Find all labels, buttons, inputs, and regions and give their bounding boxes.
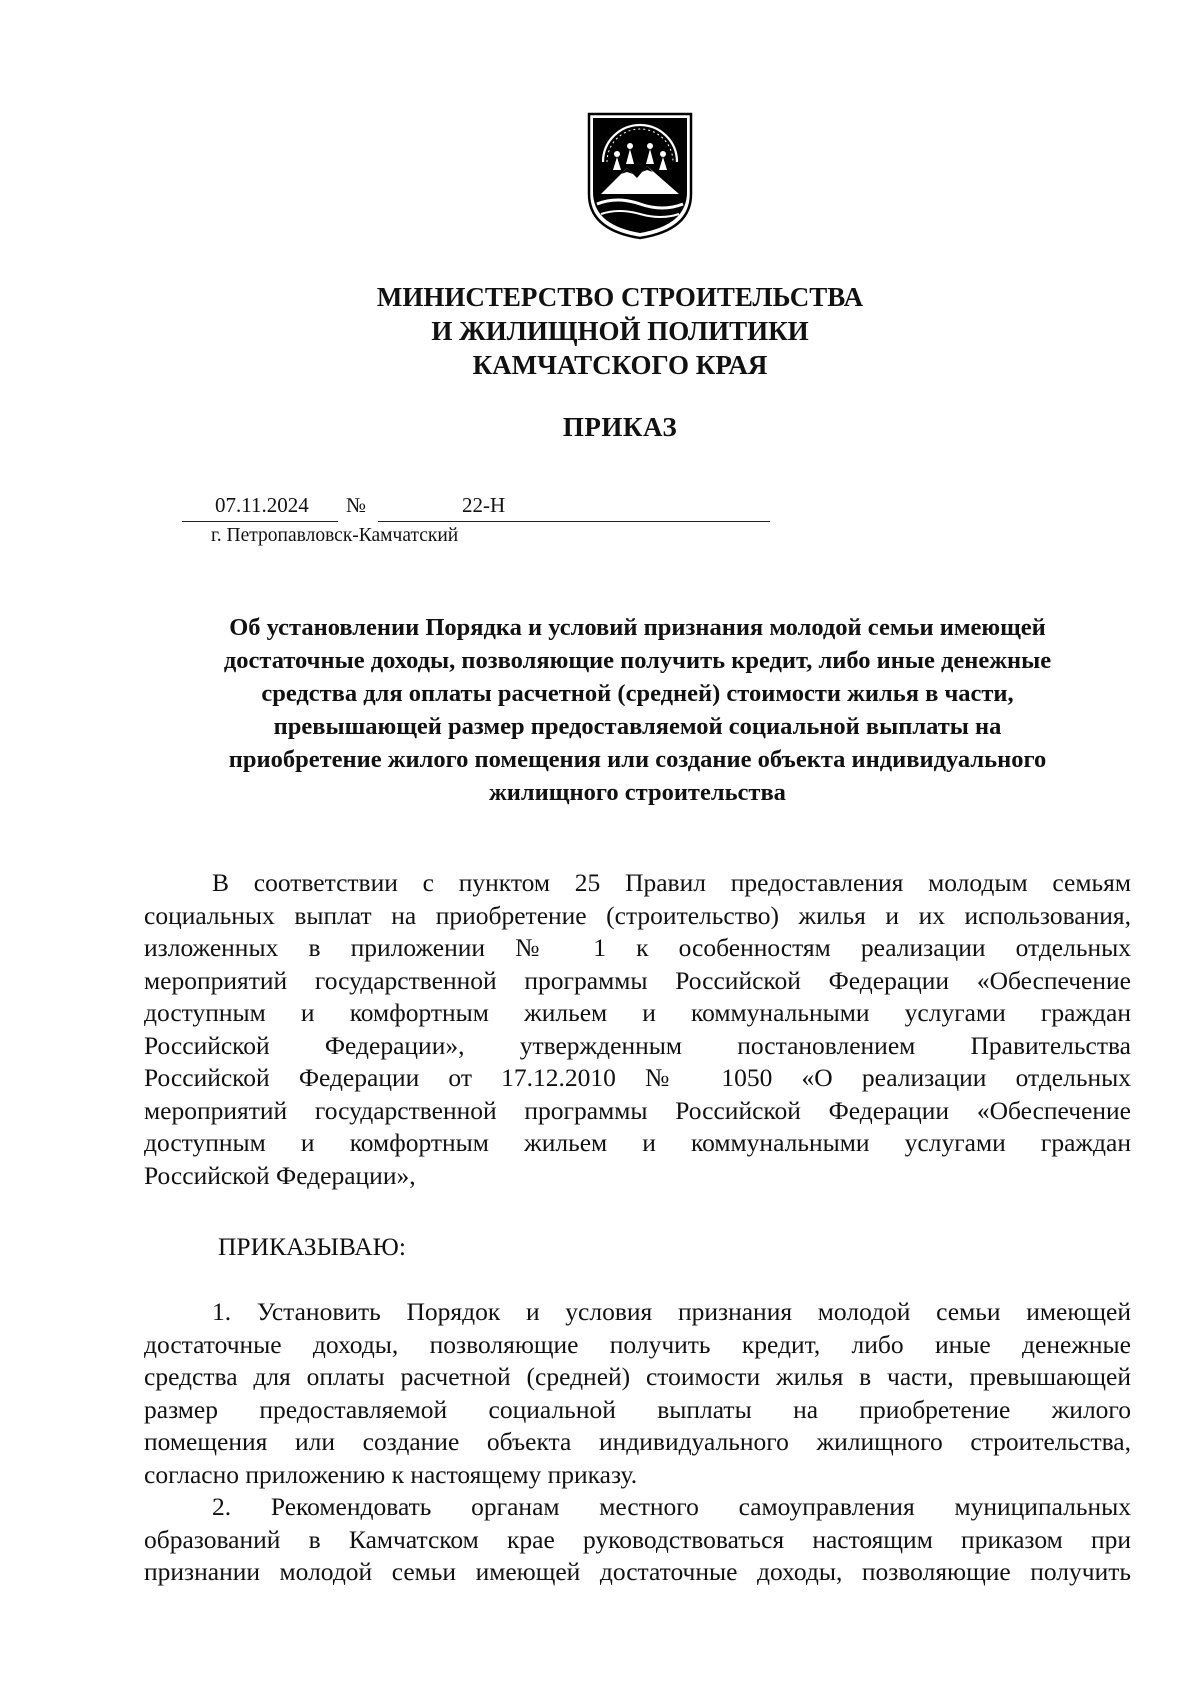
item-2-line: признании молодой семьи имеющей достаточные доходы, позволяющие получить [144, 1557, 1131, 1586]
doc-date: 07.11.2024 [215, 493, 309, 517]
preamble-paragraph [144, 867, 1131, 1192]
item-1-line: средства для оплаты расчетной (средней) стоимости жилья в части, превышающей [144, 1362, 1131, 1391]
title-line: достаточные доходы, позволяющие получить кредит, либо иные денежные [223, 647, 1052, 674]
item-1-line: помещения или создание объекта индивидуального жилищного строительства, [144, 1427, 1131, 1456]
preamble-line: Российской Федерации», утвержденным постановлением Правительства [144, 1030, 1131, 1060]
title-line: жилищного строительства [489, 779, 786, 806]
item-1-line: согласно приложению к настоящему приказу. [144, 1459, 638, 1489]
preamble-line: Российской Федерации», [144, 1160, 416, 1190]
date-underline [182, 521, 338, 522]
doc-title [150, 611, 1125, 809]
ministry-name [300, 280, 940, 382]
title-line: средства для оплаты расчетной (средней) стоимости жилья в части, [261, 680, 1014, 707]
ministry-line-2: И ЖИЛИЩНОЙ ПОЛИТИКИ [431, 316, 809, 346]
preamble-line: социальных выплат на приобретение (строительство) жилья и их использования, [144, 900, 1131, 930]
item-1-line: 1. Установить Порядок и условия признания молодой семьи имеющей [212, 1297, 1131, 1326]
preamble-line: доступным и комфортным жильем и коммунальными услугами граждан [144, 1128, 1131, 1157]
preamble-line: изложенных в приложении № 1 к особенностям реализации отдельных [144, 933, 1131, 962]
title-line: Об установлении Порядка и условий признания молодой семьи имеющей [229, 614, 1046, 641]
kamchatka-coat-of-arms-icon [587, 112, 693, 240]
item-2-line: образований в Камчатском крае руководствоваться настоящим приказом при [144, 1524, 1131, 1554]
item-2-line: 2. Рекомендовать органам местного самоуправления муниципальных [212, 1492, 1131, 1521]
title-line: приобретение жилого помещения или создание объекта индивидуального [228, 746, 1047, 773]
item-2-paragraph [144, 1491, 1131, 1589]
decree-word: ПРИКАЗЫВАЮ: [218, 1232, 406, 1261]
item-1-line: достаточные доходы, позволяющие получить кредит, либо иные денежные [144, 1329, 1131, 1359]
doc-place: г. Петропавловск-Камчатский [211, 525, 459, 546]
preamble-line: В соответствии с пунктом 25 Правил предоставления молодым семьям [212, 868, 1131, 897]
preamble-line: Российской Федерации от 17.12.2010 № 1050 «О реализации отдельных [144, 1063, 1131, 1092]
doc-number: 22-Н [462, 493, 506, 517]
ministry-line-3: КАМЧАТСКОГО КРАЯ [472, 350, 768, 380]
preamble-line: мероприятий государственной программы Российской Федерации «Обеспечение [144, 1095, 1131, 1125]
ministry-line-1: МИНИСТЕРСТВО СТРОИТЕЛЬСТВА [376, 282, 864, 312]
item-1-paragraph [144, 1296, 1131, 1491]
item-1-line: размер предоставляемой социальной выплаты на приобретение жилого [144, 1394, 1131, 1424]
preamble-line: доступным и комфортным жильем и коммунальными услугами граждан [144, 998, 1131, 1027]
doc-type-heading: ПРИКАЗ [562, 412, 678, 442]
title-line: превышающей размер предоставляемой социальной выплаты на [273, 713, 1002, 740]
preamble-line: мероприятий государственной программы Российской Федерации «Обеспечение [144, 965, 1131, 995]
number-underline [378, 521, 770, 522]
number-sign: № [346, 493, 367, 517]
